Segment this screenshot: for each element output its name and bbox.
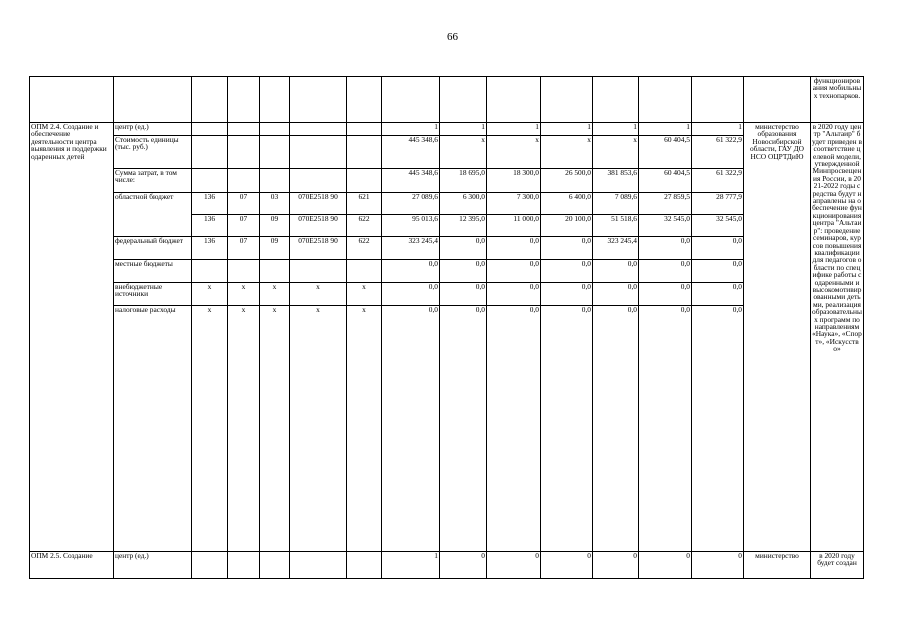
vr-cell: 622 (347, 237, 382, 260)
table-row (30, 123, 864, 136)
value-cell: 0 (541, 552, 593, 579)
value-cell: 0,0 (593, 306, 639, 552)
value-cell: 0,0 (487, 237, 541, 260)
value-cell: 11 000,0 (487, 215, 541, 237)
value-cell: 0,0 (692, 260, 744, 283)
gr-cell: х (192, 306, 228, 552)
value-cell: 61 322,9 (692, 169, 744, 193)
opm-2-4-executor: министерство образования Новосибирской области, ГАУ ДО НСО ОЦРТДиЮ (744, 123, 811, 552)
rz-cell (228, 169, 260, 193)
value-cell: 28 777,9 (692, 193, 744, 215)
value-cell: 0,0 (692, 283, 744, 306)
value-cell: 0,0 (541, 283, 593, 306)
table-row (30, 306, 864, 552)
value-cell: 61 322,9 (692, 136, 744, 169)
rz-cell: 07 (228, 193, 260, 215)
value-cell: 7 089,6 (593, 193, 639, 215)
table-row (30, 77, 864, 123)
value-cell: 6 400,0 (541, 193, 593, 215)
value-cell: 60 404,5 (639, 136, 692, 169)
value-cell: 0 (639, 552, 692, 579)
value-cell: 0,0 (487, 283, 541, 306)
value-cell: 1 (593, 123, 639, 136)
row-label: центр (ед.) (114, 552, 192, 579)
vr-cell (347, 169, 382, 193)
value-cell: 1 (692, 123, 744, 136)
value-cell: 0,0 (541, 306, 593, 552)
value-cell: 0,0 (692, 306, 744, 552)
value-cell: 6 300,0 (440, 193, 487, 215)
value-cell: 1 (382, 123, 440, 136)
vr-cell (347, 260, 382, 283)
opm-2-4-title: ОПМ 2.4. Создание и обеспечение деятельности центра выявления и поддержки одаренных детей (30, 123, 114, 552)
value-cell: 0,0 (440, 260, 487, 283)
value-cell: 0,0 (440, 283, 487, 306)
value-cell: 323 245,4 (593, 237, 639, 260)
vr-cell: х (347, 283, 382, 306)
opm-2-4-note: в 2020 году центр "Альтаир" будет приведен в соответствие целевой модели, утвержденной Минпросвещения России, в 2021-2022 годы средства будут направлены на обеспечение функционирования центра "Альтаир": проведение семинаров, курсов повышения квалификации для педагогов области по специфике работы с одаренными и высокомотивированными детьми, реализация образовательных программ по направлениям «Наука», «Спорт», «Искусство» (811, 123, 864, 552)
vr-cell: 621 (347, 193, 382, 215)
row-label: Стоимость единицы (тыс. руб.) (114, 136, 192, 169)
value-cell: 7 300,0 (487, 193, 541, 215)
value-cell: 381 853,6 (593, 169, 639, 193)
row-label: налоговые расходы (114, 306, 192, 552)
value-cell: 18 300,0 (487, 169, 541, 193)
program-table (29, 76, 864, 579)
value-cell: 1 (440, 123, 487, 136)
value-cell: 0,0 (541, 237, 593, 260)
table-row (30, 260, 864, 283)
value-cell: 32 545,0 (639, 215, 692, 237)
gr-cell: х (192, 283, 228, 306)
value-cell: х (593, 136, 639, 169)
value-cell: 445 348,6 (382, 169, 440, 193)
pr-cell: 09 (260, 215, 290, 237)
value-cell: 0,0 (541, 260, 593, 283)
value-cell: 0,0 (487, 306, 541, 552)
row-label: федеральный бюджет (114, 237, 192, 260)
row-label: местные бюджеты (114, 260, 192, 283)
vr-cell: х (347, 306, 382, 552)
page-number: 66 (447, 31, 458, 43)
csr-cell (290, 169, 347, 193)
value-cell: 1 (382, 552, 440, 579)
csr-cell: х (290, 306, 347, 552)
value-cell: 0,0 (440, 237, 487, 260)
value-cell: 445 348,6 (382, 136, 440, 169)
row-label: внебюджетные источники (114, 283, 192, 306)
vr-cell: 622 (347, 215, 382, 237)
table-row (30, 237, 864, 260)
rz-cell (228, 136, 260, 169)
value-cell: 1 (541, 123, 593, 136)
table-row (30, 283, 864, 306)
value-cell: 0,0 (639, 237, 692, 260)
value-cell: 60 404,5 (639, 169, 692, 193)
gr-cell (192, 260, 228, 283)
gr-cell (192, 169, 228, 193)
value-cell: 95 013,6 (382, 215, 440, 237)
gr-cell: 136 (192, 215, 228, 237)
gr-cell: 136 (192, 237, 228, 260)
gr-cell (192, 136, 228, 169)
csr-cell (290, 260, 347, 283)
pr-cell (260, 123, 290, 136)
vr-cell (347, 136, 382, 169)
value-cell: 51 518,6 (593, 215, 639, 237)
value-cell: 0 (692, 552, 744, 579)
gr-cell: 136 (192, 193, 228, 215)
row-label: областной бюджет (114, 193, 192, 237)
value-cell: х (440, 136, 487, 169)
value-cell: 27 859,5 (639, 193, 692, 215)
value-cell: 0 (440, 552, 487, 579)
value-cell: 0,0 (639, 306, 692, 552)
rz-cell: х (228, 283, 260, 306)
value-cell: 0,0 (692, 237, 744, 260)
value-cell: 0 (487, 552, 541, 579)
previous-note-cell: функциониров ания мобильных технопарков. (811, 77, 864, 123)
opm-2-5-executor: министерство (744, 552, 811, 579)
value-cell: 0,0 (440, 306, 487, 552)
value-cell: х (541, 136, 593, 169)
table-row (30, 169, 864, 193)
table-row (30, 136, 864, 169)
pr-cell: 03 (260, 193, 290, 215)
rz-cell (228, 260, 260, 283)
pr-cell (260, 136, 290, 169)
opm-2-5-title: ОПМ 2.5. Создание (30, 552, 114, 579)
value-cell: 18 695,0 (440, 169, 487, 193)
value-cell: 1 (487, 123, 541, 136)
csr-cell: 070E2518 90 (290, 215, 347, 237)
gr-cell (192, 123, 228, 136)
rz-cell: х (228, 306, 260, 552)
value-cell: 0,0 (382, 283, 440, 306)
pr-cell (260, 260, 290, 283)
opm-2-5-note: в 2020 году будет создан (811, 552, 864, 579)
value-cell: 12 395,0 (440, 215, 487, 237)
row-label: Сумма затрат, в том числе: (114, 169, 192, 193)
table-row (30, 193, 864, 215)
csr-cell: 070E2518 90 (290, 237, 347, 260)
rz-cell: 07 (228, 215, 260, 237)
vr-cell (347, 123, 382, 136)
rz-cell: 07 (228, 237, 260, 260)
value-cell: 0,0 (382, 306, 440, 552)
csr-cell (290, 136, 347, 169)
value-cell: 0,0 (487, 260, 541, 283)
value-cell: 0,0 (382, 260, 440, 283)
row-label: центр (ед.) (114, 123, 192, 136)
value-cell: 32 545,0 (692, 215, 744, 237)
value-cell: 0,0 (593, 283, 639, 306)
value-cell: 27 089,6 (382, 193, 440, 215)
table-row (30, 552, 864, 579)
value-cell: 323 245,4 (382, 237, 440, 260)
value-cell: 0,0 (639, 283, 692, 306)
pr-cell: х (260, 306, 290, 552)
csr-cell (290, 123, 347, 136)
pr-cell (260, 169, 290, 193)
value-cell: 1 (639, 123, 692, 136)
rz-cell (228, 123, 260, 136)
value-cell: 26 500,0 (541, 169, 593, 193)
value-cell: х (487, 136, 541, 169)
value-cell: 0 (593, 552, 639, 579)
csr-cell: х (290, 283, 347, 306)
csr-cell: 070E2518 90 (290, 193, 347, 215)
value-cell: 20 100,0 (541, 215, 593, 237)
pr-cell: х (260, 283, 290, 306)
pr-cell: 09 (260, 237, 290, 260)
value-cell: 0,0 (639, 260, 692, 283)
value-cell: 0,0 (593, 260, 639, 283)
